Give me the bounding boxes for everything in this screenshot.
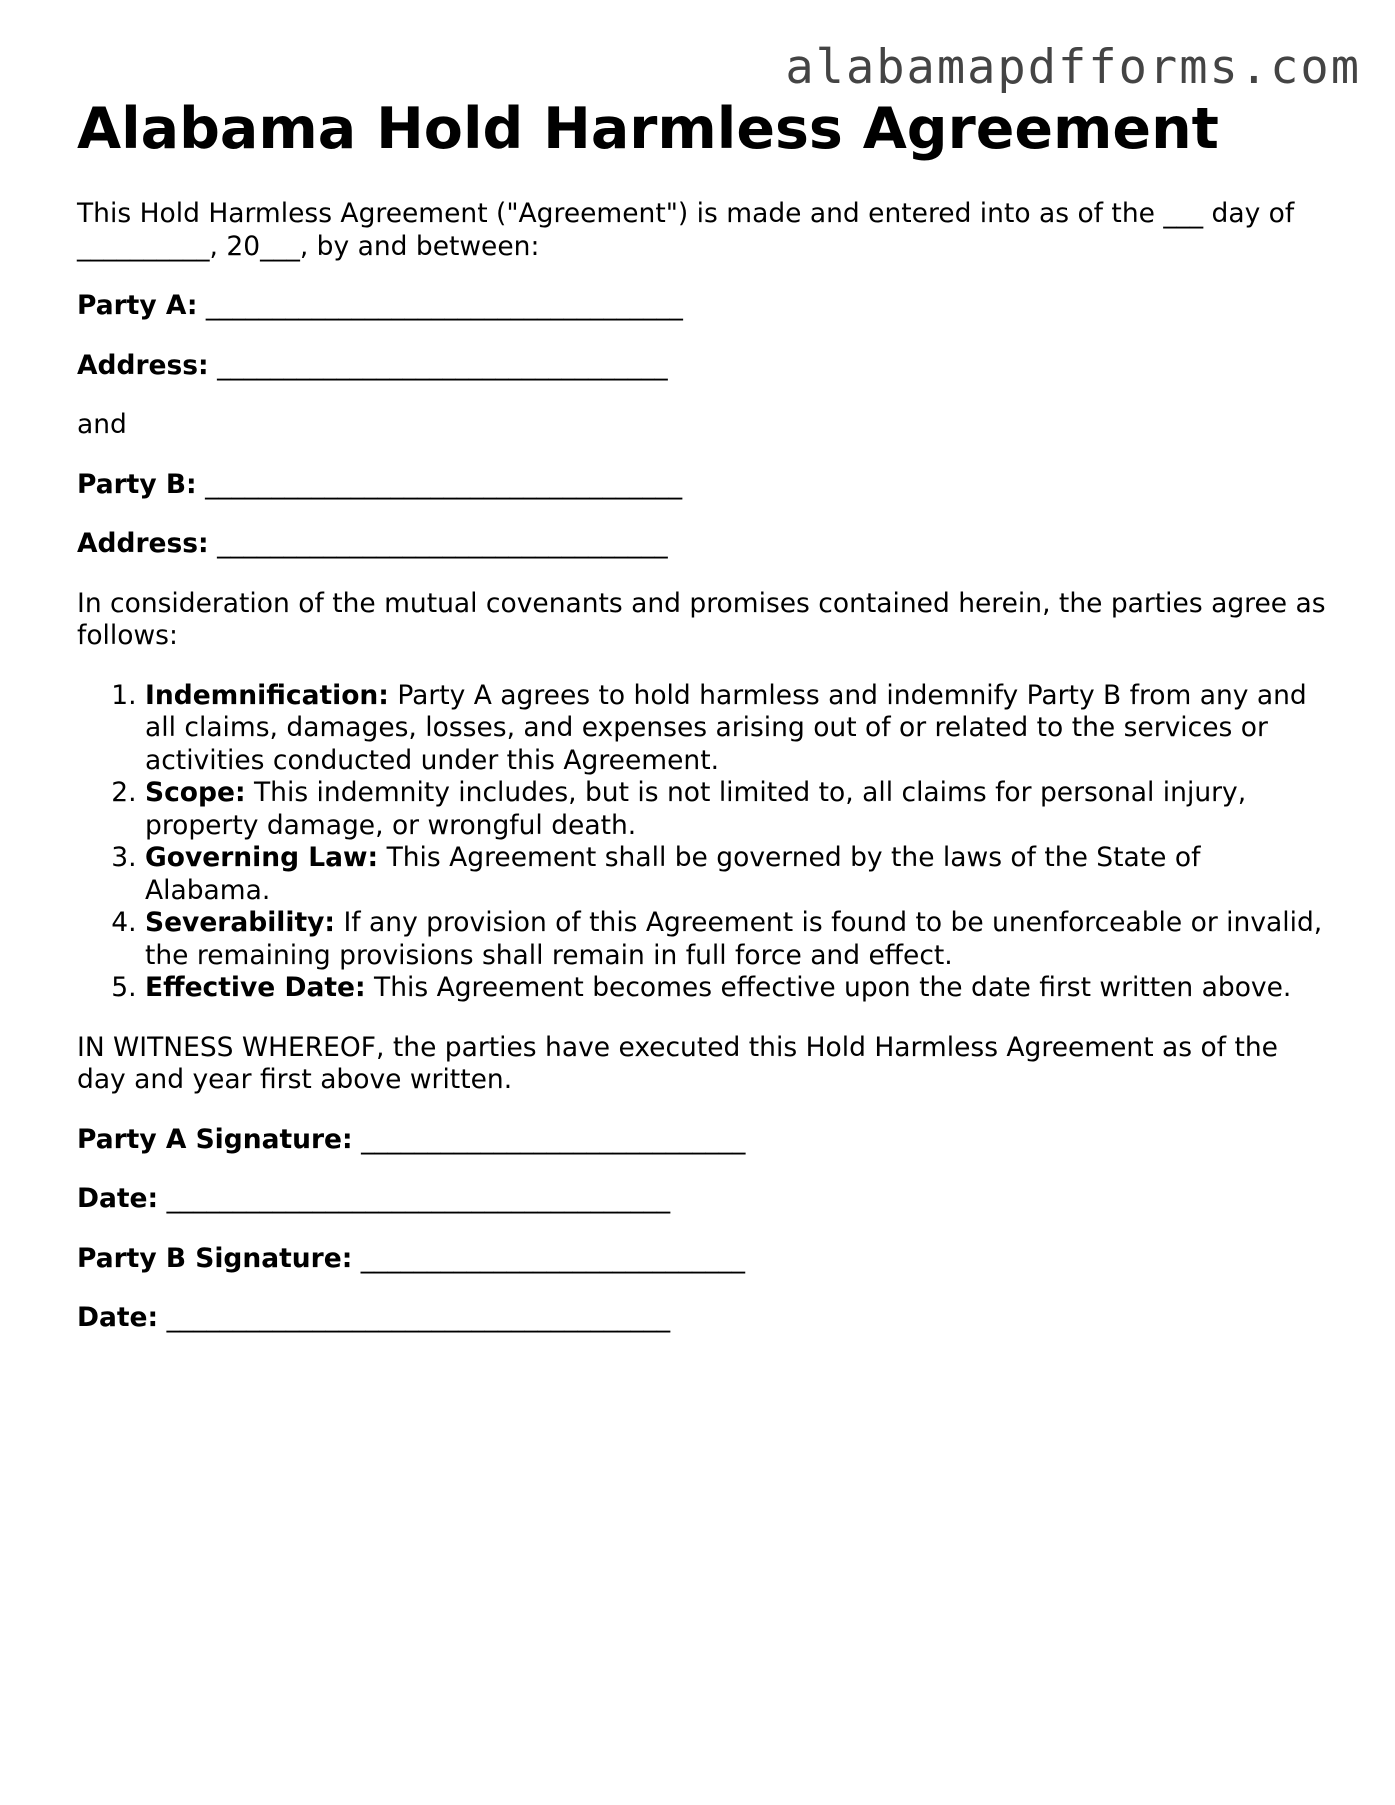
term-heading: Severability: [145,907,336,938]
party-a-signature-blank[interactable]: _____________________________ [361,1123,746,1155]
party-b-address-label: Address: [77,528,209,559]
intro-paragraph: This Hold Harmless Agreement ("Agreement") is made and entered into as of the ___ day of __________, 20___, by and between: [77,198,1295,262]
party-a-date-label: Date: [77,1183,159,1214]
party-a-blank[interactable]: ____________________________________ [205,290,683,321]
term-heading: Governing Law: [145,842,379,873]
party-b-blank[interactable]: ____________________________________ [205,468,683,500]
party-b-label: Party B: [77,468,197,500]
term-item-severability [145,907,1327,972]
party-b-date-label: Date: [77,1302,159,1333]
party-b-signature-label: Party B Signature: [77,1242,353,1274]
party-a-address-blank[interactable]: __________________________________ [217,349,668,381]
term-text: This Agreement becomes effective upon the date first written above. [374,972,1292,1003]
page-title: Alabama Hold Harmless Agreement [77,96,1219,162]
consideration-paragraph: In consideration of the mutual covenants and promises contained herein, the parties agree as follows: [77,587,1326,651]
term-text: This indemnity includes, but is not limited to, all claims for personal injury, property damage, or wrongful death. [145,777,1247,841]
term-heading: Effective Date: [145,972,366,1003]
party-a-date-field [77,1183,1327,1216]
party-a-label: Party A: [77,290,198,321]
term-heading: Indemnification: [145,679,389,711]
party-a-date-blank[interactable]: ______________________________________ [166,1183,671,1214]
term-item-governing-law [145,842,1327,907]
term-item-effective-date [145,972,1327,1005]
witness-paragraph: IN WITNESS WHEREOF, the parties have executed this Hold Harmless Agreement as of the day and year first above written. [77,1031,1278,1095]
party-a-signature-label: Party A Signature: [77,1123,353,1155]
terms-list [77,680,1327,1005]
term-text: This Agreement shall be governed by the laws of the State of Alabama. [145,842,1201,906]
party-b-field [77,469,1327,502]
party-b-address-field [77,528,1327,561]
term-item-indemnification [145,680,1327,778]
term-text: If any provision of this Agreement is found to be unenforceable or invalid, the remaining provisions shall remain in full force and effect. [145,907,1323,971]
party-a-address-field [77,350,1327,383]
party-b-date-blank[interactable]: ______________________________________ [166,1302,671,1333]
term-item-scope [145,777,1327,842]
party-b-address-blank[interactable]: __________________________________ [217,528,668,559]
party-a-field [77,290,1327,323]
party-b-date-field [77,1302,1327,1335]
party-b-signature-blank[interactable]: _____________________________ [360,1242,746,1274]
and-text: and [77,409,127,440]
agreement-body [77,198,1327,1362]
watermark: alabamapdfforms.com [785,40,1361,95]
party-a-signature-field [77,1124,1327,1157]
party-a-address-label: Address: [77,349,209,381]
party-b-signature-field [77,1243,1327,1276]
term-heading: Scope: [145,777,246,808]
term-text: Party A agrees to hold harmless and indemnify Party B from any and all claims, damages, losses, and expenses arising out of or related to the services or activities conducted under this Agreement. [145,679,1307,776]
